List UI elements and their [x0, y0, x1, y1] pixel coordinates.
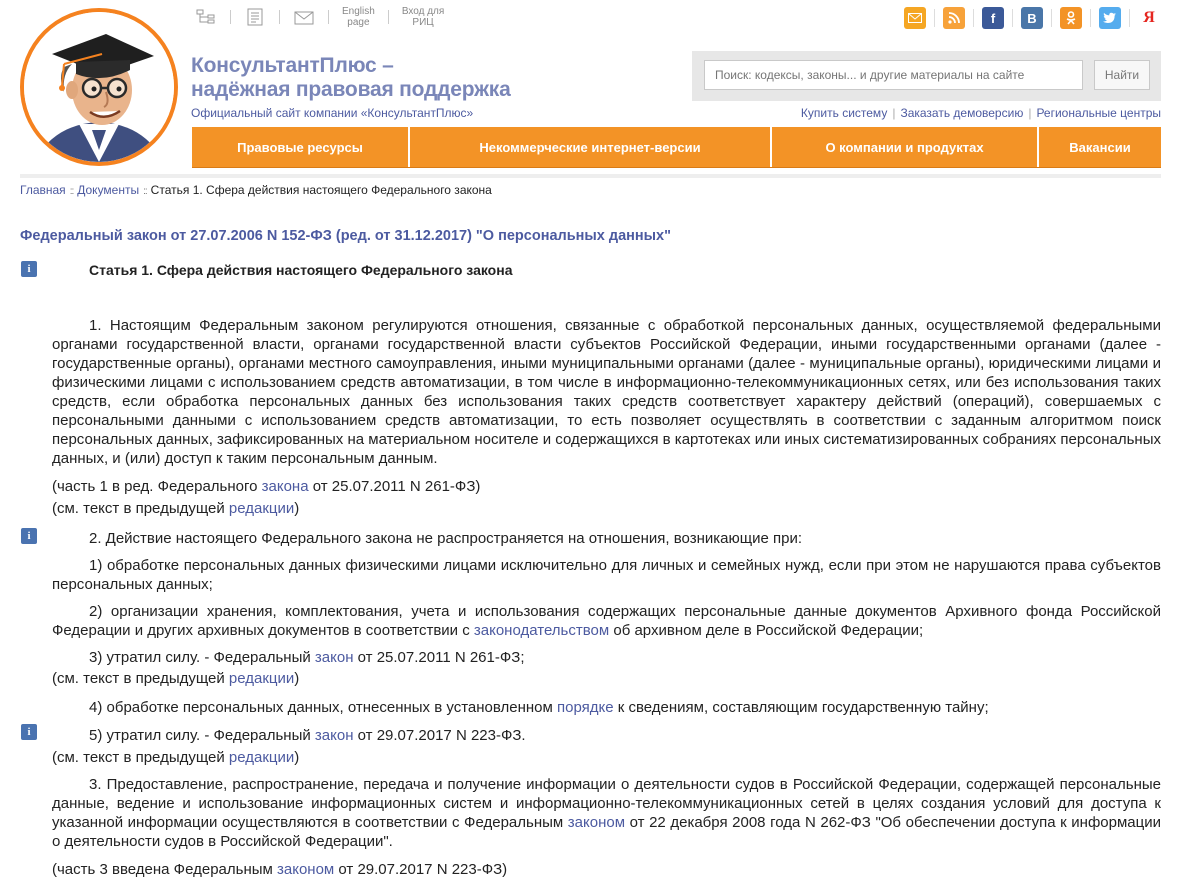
menu-legal-resources[interactable]: Правовые ресурсы: [192, 127, 410, 167]
previous-edition-note: (см. текст в предыдущей редакции): [52, 749, 300, 766]
amendment-note: (часть 1 в ред. Федерального закона от 25.07.2011 N 261-ФЗ): [52, 478, 481, 495]
top-utility-bar: [195, 4, 444, 30]
facebook-icon[interactable]: f: [982, 7, 1004, 29]
email-subscribe-icon[interactable]: [904, 7, 926, 29]
vkontakte-icon[interactable]: В: [1021, 7, 1043, 29]
procedure-link[interactable]: порядке: [556, 699, 614, 716]
odnoklassniki-icon[interactable]: [1060, 7, 1082, 29]
search-button[interactable]: Найти: [1094, 60, 1150, 90]
brand-subtitle: Официальный сайт компании «КонсультантПлюс»: [191, 106, 474, 120]
law-link[interactable]: закон: [314, 649, 354, 666]
menu-vacancies[interactable]: Вакансии: [1069, 139, 1131, 155]
previous-edition-link[interactable]: редакции: [228, 500, 295, 517]
top-links: Купить систему | Заказать демоверсию | Региональные центры: [800, 106, 1161, 120]
paragraph-item2: 2) организации хранения, комплектования, учета и использования содержащих персональные данные документов Архивного фонда Российской Федерации и других архивных документов в соответствии с законодательством об архивном деле в Российской Федерации;: [52, 603, 1161, 639]
yandex-icon[interactable]: Я: [1138, 7, 1160, 29]
social-links: [904, 7, 1160, 29]
rits-login-link[interactable]: Вход для РИЦ: [401, 6, 445, 28]
archive-legislation-link[interactable]: законодательством: [473, 622, 610, 639]
info-icon[interactable]: i: [21, 724, 37, 740]
search-input[interactable]: [704, 60, 1083, 90]
order-demo-link[interactable]: Заказать демоверсию: [900, 106, 1024, 120]
introduction-note: (часть 3 введена Федеральным законом от 29.07.2017 N 223-ФЗ): [52, 861, 508, 878]
regional-centers-link[interactable]: Региональные центры: [1036, 106, 1161, 120]
previous-edition-note: (см. текст в предыдущей редакции): [52, 500, 300, 517]
previous-edition-note: (см. текст в предыдущей редакции): [52, 670, 300, 687]
law-link[interactable]: закон: [314, 727, 354, 744]
header-divider: [20, 174, 1161, 178]
paragraph-part2: 2. Действие настоящего Федерального закона не распространяется на отношения, возникающие при:: [89, 530, 802, 547]
sitemap-icon[interactable]: [195, 7, 217, 27]
professor-mascot-icon: [24, 12, 174, 162]
consultant-logo[interactable]: [20, 8, 178, 166]
mail-icon[interactable]: [293, 7, 315, 27]
paragraph-item3: 3) утратил силу. - Федеральный закон от 25.07.2011 N 261-ФЗ;: [89, 649, 525, 666]
search-panel: [692, 51, 1161, 101]
previous-edition-link[interactable]: редакции: [228, 670, 295, 687]
brand-title: КонсультантПлюс – надёжная правовая поддержка: [191, 54, 511, 101]
paragraph-part1: 1. Настоящим Федеральным законом регулируются отношения, связанные с обработкой персональных данных, осуществляемой федеральными органами государственной власти, органами государственной власти субъектов Российской Федерации, иными государственными органами (далее - государственные органы), органами местного самоуправления, иными муниципальными органами (далее - муниципальные органы), юридическими лицами и физическими лицами с использованием средств автоматизации, в том числе в информационно-телекоммуникационных сетях, или без использования таких средств, если обработка персональных данных без использования таких средств соответствует характеру действий (операций), совершаемых с персональными данными с использованием средств автоматизации, то есть позволяет осуществлять в соответствии с заданным алгоритмом поиск персональных данных, зафиксированных на материальном носителе и содержащихся в картотеках или иных систематизированных собраниях персональных данных, и (или) доступ к таким персональным данным.: [52, 317, 1161, 467]
breadcrumb-documents[interactable]: Документы: [77, 183, 140, 197]
menu-about-company[interactable]: О компании и продуктах: [772, 127, 1039, 167]
twitter-icon[interactable]: [1099, 7, 1121, 29]
rss-icon[interactable]: [943, 7, 965, 29]
document-title: Федеральный закон от 27.07.2006 N 152-ФЗ (ред. от 31.12.2017) "О персональных данных": [20, 228, 671, 244]
info-icon[interactable]: i: [21, 261, 37, 277]
english-page-link[interactable]: English page: [342, 6, 375, 28]
court-info-law-link[interactable]: законом: [567, 814, 626, 831]
law-link[interactable]: законом: [277, 861, 335, 878]
breadcrumb-current: Статья 1. Сфера действия настоящего Федерального закона: [150, 183, 492, 197]
breadcrumb: Главная :: Документы :: Статья 1. Сфера действия настоящего Федерального закона: [20, 183, 492, 197]
info-icon[interactable]: i: [21, 528, 37, 544]
document-list-icon[interactable]: [244, 7, 266, 27]
main-menu: [192, 127, 1161, 168]
paragraph-item5: 5) утратил силу. - Федеральный закон от 29.07.2017 N 223-ФЗ.: [89, 727, 526, 744]
menu-noncommercial-versions[interactable]: Некоммерческие интернет-версии: [410, 127, 772, 167]
paragraph-part3: 3. Предоставление, распространение, передача и получение информации о деятельности судов в Российской Федерации, содержащей персональные данные, ведение и использование информационных систем и информационно-телекоммуникационных сетей в целях создания условий для доступа к указанной информации осуществляются в соответствии с Федеральным законом от 22 декабря 2008 года N 262-ФЗ "Об обеспечении доступа к информации о деятельности судов в Российской Федерации".: [52, 776, 1161, 850]
previous-edition-link[interactable]: редакции: [228, 749, 295, 766]
breadcrumb-home[interactable]: Главная: [20, 183, 66, 197]
paragraph-item1: 1) обработке персональных данных физическими лицами исключительно для личных и семейных нужд, если при этом не нарушаются права субъектов персональных данных;: [52, 557, 1161, 593]
amending-law-link[interactable]: закона: [261, 478, 309, 495]
buy-system-link[interactable]: Купить систему: [800, 106, 888, 120]
paragraph-item4: 4) обработке персональных данных, отнесенных в установленном порядке к сведениям, составляющим государственную тайну;: [89, 699, 989, 716]
article-title: Статья 1. Сфера действия настоящего Федерального закона: [89, 262, 513, 278]
